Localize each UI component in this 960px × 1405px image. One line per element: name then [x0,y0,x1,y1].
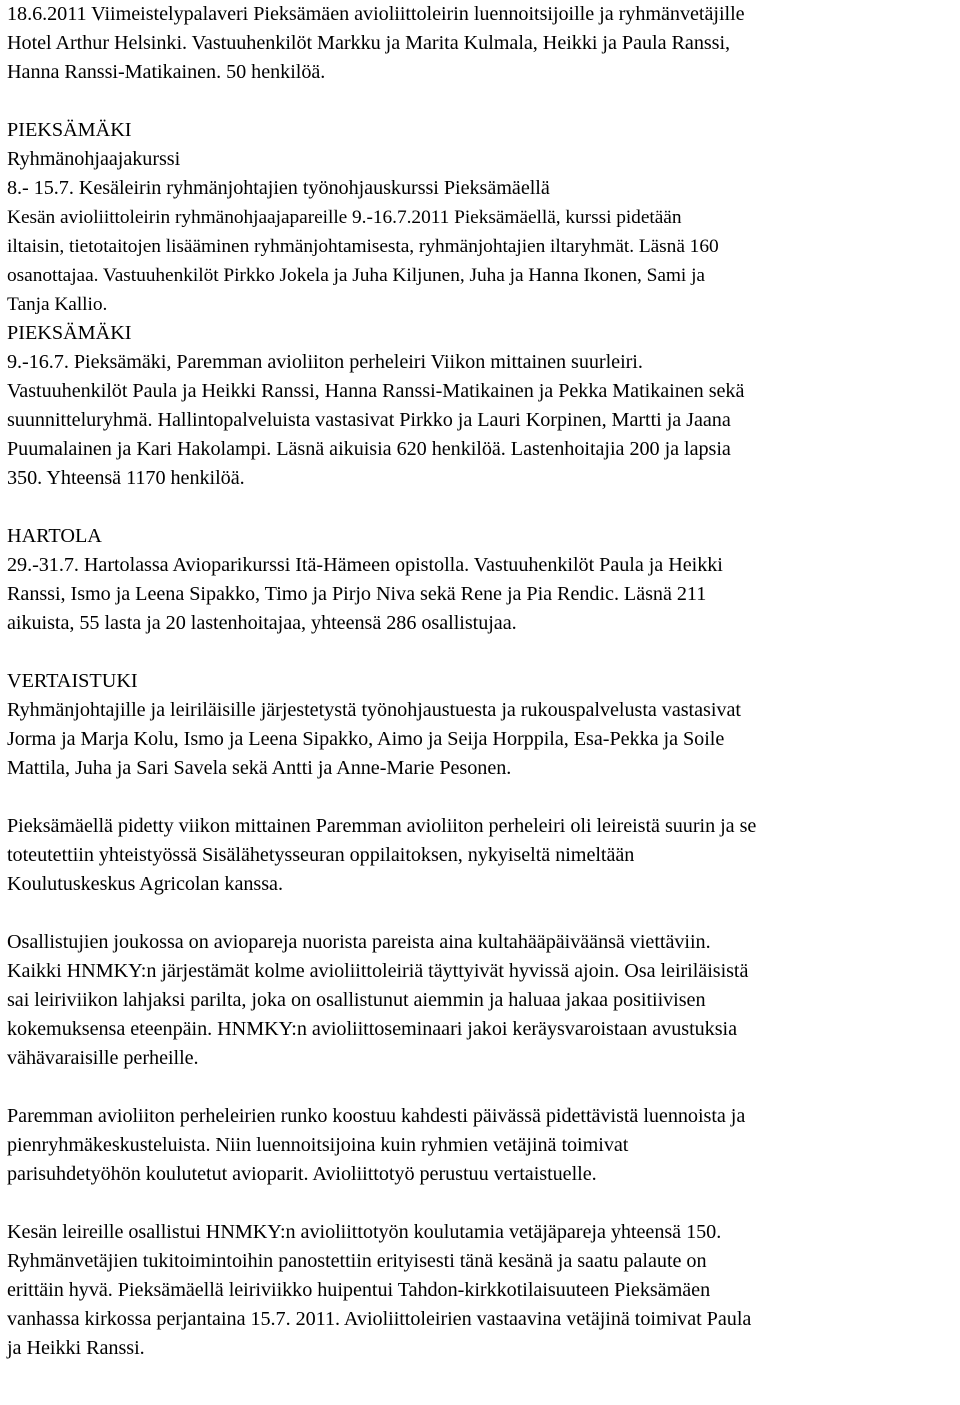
paragraph-runko [7,1102,953,1189]
text-line: Ryhmänjohtajille ja leiriläisille järjestetystä työnohjaustuesta ja rukouspalvelusta vastasivat [7,699,741,721]
text-line: Koulutuskeskus Agricolan kanssa. [7,873,283,895]
text-line: Puumalainen ja Kari Hakolampi. Läsnä aikuisia 620 henkilöä. Lastenhoitajia 200 ja lapsia [7,438,731,460]
section-heading: VERTAISTUKI [7,670,138,692]
section-heading: PIEKSÄMÄKI [7,322,132,344]
section-heading: HARTOLA [7,525,102,547]
document-page [7,0,953,1363]
text-line: Hanna Ranssi-Matikainen. 50 henkilöä. [7,61,326,83]
text-line: aikuista, 55 lasta ja 20 lastenhoitajaa, yhteensä 286 osallistujaa. [7,612,517,634]
text-line: 29.-31.7. Hartolassa Avioparikurssi Itä-Hämeen opistolla. Vastuuhenkilöt Paula ja Heikki [7,554,723,576]
text-line: Osallistujien joukossa on aviopareja nuorista pareista aina kultahääpäiväänsä viettäviin. [7,931,711,953]
text-line: kokemuksensa eteenpäin. HNMKY:n avioliittoseminaari jakoi keräysvaroistaan avustuksia [7,1018,737,1040]
text-line: Mattila, Juha ja Sari Savela sekä Antti ja Anne-Marie Pesonen. [7,757,512,779]
text-line: toteutettiin yhteistyössä Sisälähetysseuran oppilaitoksen, nykyiseltä nimeltään [7,844,635,866]
text-line: 350. Yhteensä 1170 henkilöä. [7,467,245,489]
text-line: 8.- 15.7. Kesäleirin ryhmänjohtajien työnohjauskurssi Pieksämäellä [7,177,550,199]
text-line: iltaisin, tietotaitojen lisääminen ryhmänjohtamisesta, ryhmänjohtajien iltaryhmät. Läsnä 160 [7,236,719,257]
text-line: Kaikki HNMKY:n järjestämät kolme avioliittoleiriä täyttyivät hyvissä ajoin. Osa leiriläisistä [7,960,749,982]
text-line: vanhassa kirkossa perjantaina 15.7. 2011. Avioliittoleirien vastaavina vetäjinä toimivat Paula [7,1308,752,1330]
section-vertaistuki [7,667,953,783]
text-line: erittäin hyvä. Pieksämäellä leiriviikko huipentui Tahdon-kirkkotilaisuuteen Pieksämäen [7,1279,711,1301]
text-line: 9.-16.7. Pieksämäki, Paremman avioliiton perheleiri Viikon mittainen suurleiri. [7,351,643,373]
section-hartola [7,522,953,638]
text-line: Tanja Kallio. [7,294,108,315]
text-line: pienryhmäkeskusteluista. Niin luennoitsijoina kuin ryhmien vetäjinä toimivat [7,1134,629,1156]
text-line: Paremman avioliiton perheleirien runko koostuu kahdesti päivässä pidettävistä luennoista ja [7,1105,746,1127]
text-line: Kesän leireille osallistui HNMKY:n avioliittotyön koulutamia vetäjäpareja yhteensä 150. [7,1221,722,1243]
text-line: parisuhdetyöhön koulutetut avioparit. Avioliittotyö perustuu vertaistuelle. [7,1163,597,1185]
text-line: sai leiriviikon lahjaksi parilta, joka on osallistunut aiemmin ja haluaa jakaa positiivisen [7,989,706,1011]
intro-paragraph [7,0,953,87]
section-heading: PIEKSÄMÄKI [7,119,132,141]
text-line: ja Heikki Ranssi. [7,1337,145,1359]
text-line: suunnitteluryhmä. Hallintopalveluista vastasivat Pirkko ja Lauri Korpinen, Martti ja Jaana [7,409,731,431]
text-line: Jorma ja Marja Kolu, Ismo ja Leena Sipakko, Aimo ja Seija Horppila, Esa-Pekka ja Soile [7,728,725,750]
paragraph-vetajaparit [7,1218,953,1363]
text-line: Pieksämäellä pidetty viikon mittainen Paremman avioliiton perheleiri oli leireistä suurin ja se [7,815,757,837]
text-line: Ranssi, Ismo ja Leena Sipakko, Timo ja Pirjo Niva sekä Rene ja Pia Rendic. Läsnä 211 [7,583,707,605]
section-pieksamaki-course [7,116,953,319]
text-line: Ryhmänvetäjien tukitoimintoihin panostettiin erityisesti tänä kesänä ja saatu palaute on [7,1250,707,1272]
text-line: 18.6.2011 Viimeistelypalaveri Pieksämäen avioliittoleirin luennoitsijoille ja ryhmänvetäjille [7,3,745,25]
text-line: Hotel Arthur Helsinki. Vastuuhenkilöt Markku ja Marita Kulmala, Heikki ja Paula Ranssi, [7,32,731,54]
paragraph-osallistujat [7,928,953,1073]
text-line: Kesän avioliittoleirin ryhmänohjaajapareille 9.-16.7.2011 Pieksämäellä, kurssi pidetään [7,207,682,228]
text-line: Vastuuhenkilöt Paula ja Heikki Ranssi, Hanna Ranssi-Matikainen ja Pekka Matikainen sekä [7,380,745,402]
paragraph-perheleiri [7,812,953,899]
text-line: Ryhmänohjaajakurssi [7,148,181,170]
text-line: osanottajaa. Vastuuhenkilöt Pirkko Jokela ja Juha Kiljunen, Juha ja Hanna Ikonen, Sami ja [7,265,705,286]
text-line: vähävaraisille perheille. [7,1047,199,1069]
section-pieksamaki-camp [7,319,953,493]
